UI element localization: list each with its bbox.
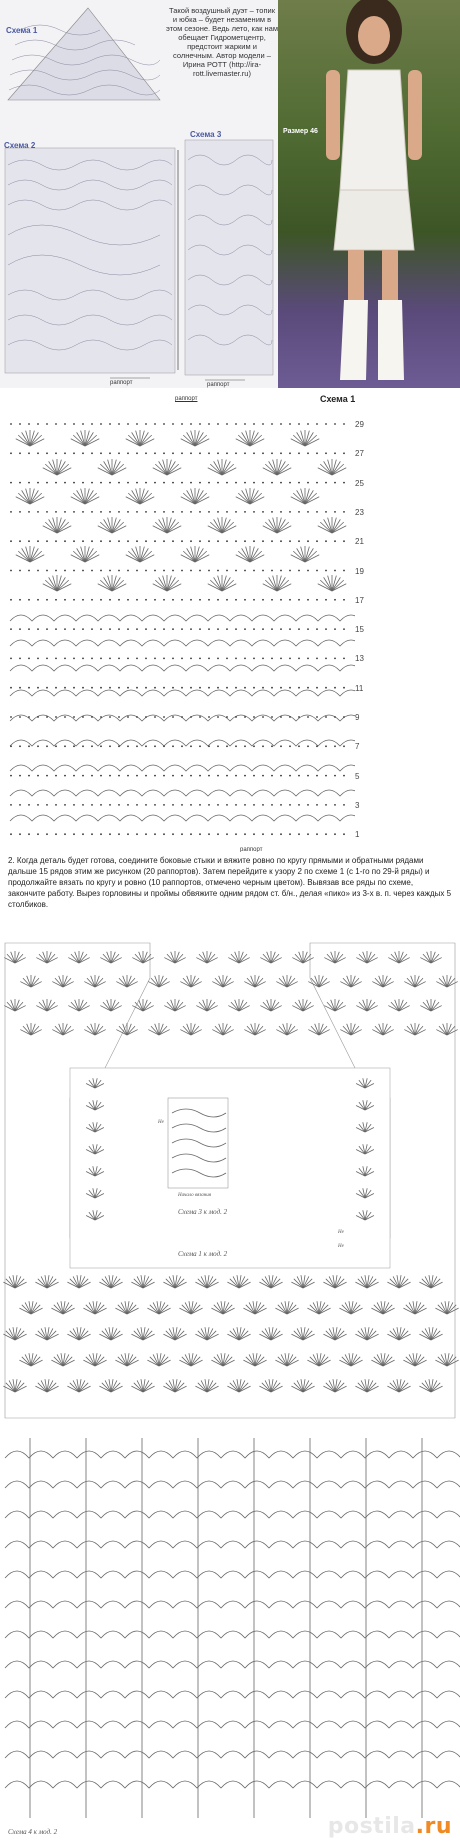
row-number: 9: [355, 713, 360, 722]
schema-1-panel: [0, 392, 460, 852]
row-number: 25: [355, 478, 364, 488]
schema-1-label: Схема 1: [6, 26, 38, 35]
marker-ne-2: Не: [338, 1230, 344, 1235]
intro-text: Такой воздушный дуэт – топик и юбка – будет незаменим в этом сезоне. Ведь лето, как нам обещает Гидрометцентр, предстоит жарким и солнечным. Автор модели – Ирина РОТТ (http://ira-rott.livemaster.ru): [166, 6, 279, 78]
watermark-name: postila: [327, 1814, 416, 1839]
row-number: 19: [355, 566, 364, 576]
start-knitting-label: Начало вязания: [178, 1193, 212, 1198]
dress-crochet-chart: [0, 938, 460, 1845]
schema-1-title: Схема 1: [320, 394, 356, 404]
model-photo: [278, 0, 460, 388]
schema-4-mod-label: Схема 4 к мод. 2: [8, 1828, 58, 1836]
row-number: 3: [355, 800, 360, 810]
instructions-text: 2. Когда деталь будет готова, соедините боковые стыки и вяжите ровно по кругу прямыми и обратными рядами дальше 15 рядов этим же рисунком (20 раппортов). Затем перейдите к узору 2 по схеме 1 (с 1-го по 29-й ряды) и продолжайте вязать по кругу и ровно (10 раппортов, отмечено черным цветом). Вывязав все ряды по схеме, закончите работу. Вырез горловины и проймы обвяжите одним рядом ст. б/н., делая «пико» из 3-х в. п. через каждых 5 столбиков.: [8, 856, 452, 909]
size-label: Размер 46: [283, 128, 318, 135]
magazine-paper: [0, 0, 283, 388]
row-number: 27: [355, 449, 364, 459]
rapport-label-2: раппорт: [207, 382, 230, 388]
dress-schema-panel: [0, 938, 460, 1845]
row-number: 21: [355, 537, 364, 547]
schema-1-mod-label: Схема 1 к мод. 2: [178, 1250, 228, 1258]
watermark-domain: .ru: [415, 1814, 452, 1839]
crochet-chart-1: [5, 406, 355, 846]
row-number: 7: [355, 742, 360, 752]
site-watermark: [328, 1814, 452, 1839]
schema-3-label: Схема 3: [190, 130, 222, 139]
row-number: 15: [355, 625, 364, 635]
marker-ne-1: Не: [158, 1120, 164, 1125]
rapport-label-1: раппорт: [110, 380, 133, 386]
model-figure: [278, 0, 460, 388]
marker-ne-3: Не: [338, 1244, 344, 1249]
row-number: 5: [355, 771, 360, 781]
row-number: 13: [355, 654, 364, 664]
rapport-top-label: раппорт: [175, 396, 198, 402]
rapport-bottom-label: раппорт: [240, 847, 263, 852]
schema-3-mod-label: Схема 3 к мод. 2: [178, 1208, 228, 1216]
magazine-page-panel: [0, 0, 460, 388]
row-number: 17: [355, 595, 364, 605]
schema-2-label: Схема 2: [4, 141, 36, 150]
row-number: 29: [355, 420, 364, 429]
row-number: 1: [355, 830, 360, 840]
row-number: 23: [355, 507, 364, 517]
row-number: 11: [355, 683, 364, 693]
